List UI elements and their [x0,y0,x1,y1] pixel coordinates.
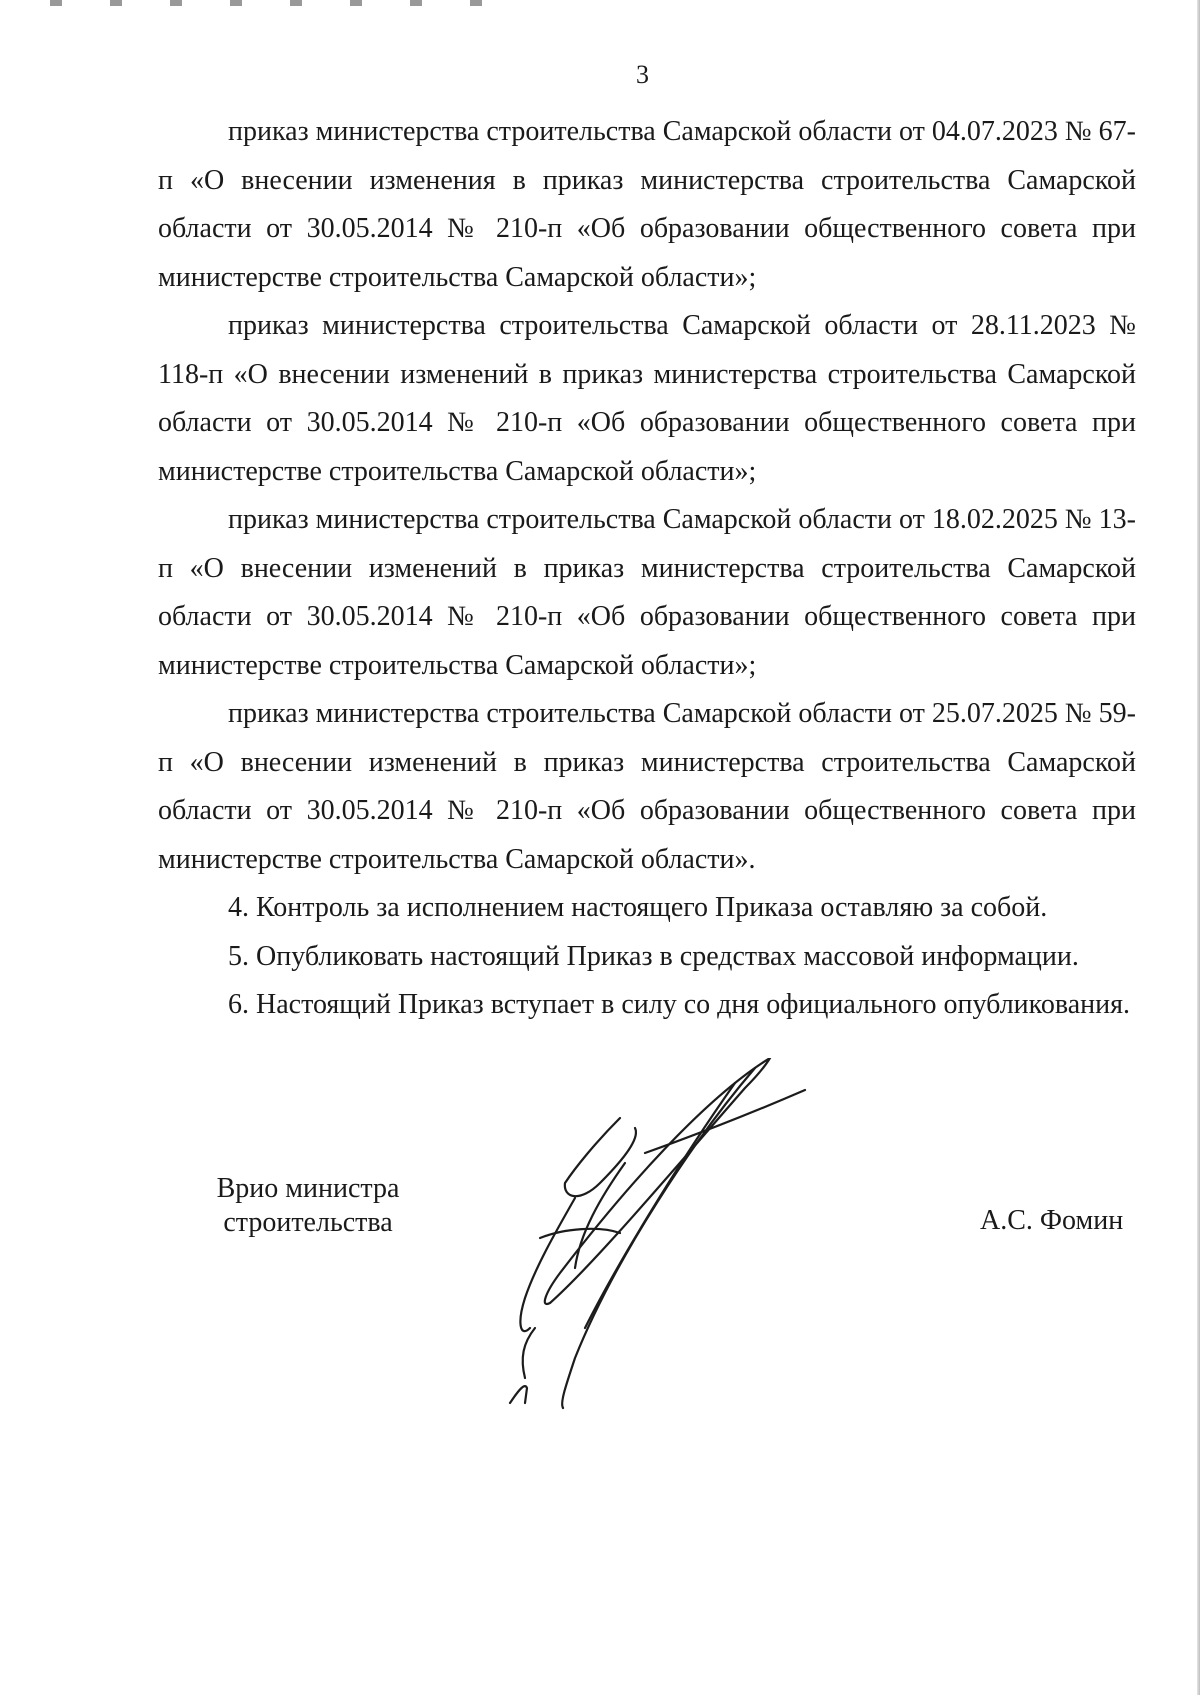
paragraph-order-13: приказ министерства строительства Самарской области от 18.02.2025 № 13-п «О внесении изменений в приказ министерства строительства Самарской области от 30.05.2014 № 210-п «Об образовании общественного совета при министерстве строительства Самарской области»; [158,504,1136,681]
signatory-position-line-1: Врио министра [216,1173,400,1204]
signatory-position [198,1172,418,1240]
paragraph-order-118: приказ министерства строительства Самарской области от 28.11.2023 № 118-п «О внесении изменений в приказ министерства строительства Самарской области от 30.05.2014 № 210-п «Об образовании общественного совета при министерстве строительства Самарской области»; [158,310,1136,487]
paragraph-item-6: 6. Настоящий Приказ вступает в силу со дня официального опубликования. [228,989,1130,1020]
paragraph-order-59: приказ министерства строительства Самарской области от 25.07.2025 № 59-п «О внесении изменений в приказ министерства строительства Самарской области от 30.05.2014 № 210-п «Об образовании общественного совета при министерстве строительства Самарской области». [158,698,1136,875]
paragraph-order-67: приказ министерства строительства Самарской области от 04.07.2023 № 67-п «О внесении изменения в приказ министерства строительства Самарской области от 30.05.2014 № 210-п «Об образовании общественного совета при министерстве строительства Самарской области»; [158,116,1136,293]
handwritten-signature [505,1058,885,1438]
document-body [158,108,1136,1030]
paragraph-item-5: 5. Опубликовать настоящий Приказ в средствах массовой информации. [228,940,1079,972]
signatory-name: А.С. Фомин [980,1205,1124,1236]
signatory-position-line-2: строительства [223,1207,393,1238]
paragraph-item-4: 4. Контроль за исполнением настоящего Приказа оставляю за собой. [228,892,1048,923]
page-number: 3 [636,60,649,89]
scan-artifact-dashes [50,0,510,6]
